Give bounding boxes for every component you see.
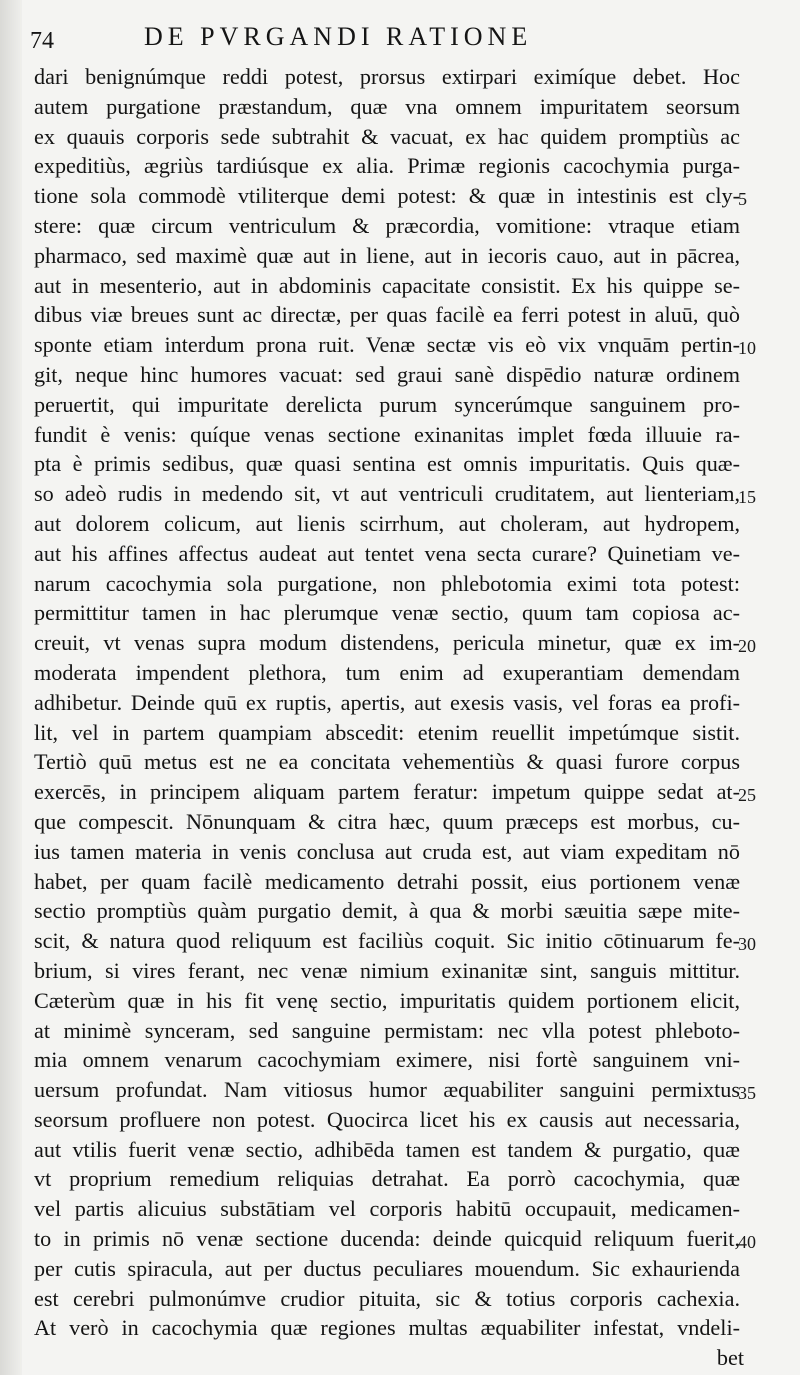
- line-number: 15: [738, 487, 756, 508]
- text-line: creuit, vt venas supra modum distendens, pericula minetur, quæ ex im-: [34, 630, 740, 656]
- page-gutter-shadow: [0, 0, 22, 1375]
- text-line: pharmaco, sed maximè quæ aut in liene, aut in iecoris cauo, aut in pācrea,: [34, 242, 740, 268]
- text-line: expeditiùs, ægriùs tardiúsque ex alia. Primæ regionis cacochymia purga-: [34, 153, 740, 179]
- text-line: Tertiò quū metus est ne ea concitata vehementiùs & quasi furore corpus: [34, 749, 740, 775]
- text-line: permittitur tamen in hac plerumque venæ sectio, quum tam copiosa ac-: [34, 600, 740, 626]
- text-line: seorsum profluere non potest. Quocirca licet his ex causis aut necessaria,: [34, 1106, 740, 1132]
- text-line: que compescit. Nōnunquam & citra hæc, quum præceps est morbus, cu-: [34, 808, 740, 834]
- text-line: Cæterùm quæ in his fit venę sectio, impuritatis quidem portionem elicit,: [34, 987, 740, 1013]
- text-line: sponte etiam interdum prona ruit. Venæ sectæ vis eò vix vnquām pertin-: [34, 332, 740, 358]
- text-line: narum cacochymia sola purgatione, non phlebotomia eximi tota potest:: [34, 570, 740, 596]
- text-line: pta è primis sedibus, quæ quasi sentina est omnis impuritatis. Quis quæ-: [34, 451, 740, 477]
- text-line: aut in mesenterio, aut in abdominis capacitate consistit. Ex his quippe se-: [34, 272, 740, 298]
- text-line: bet: [716, 1345, 744, 1371]
- body-text: [34, 62, 744, 1373]
- text-line: so adeò rudis in medendo sit, vt aut ventriculi cruditatem, aut lienteriam,: [34, 481, 740, 507]
- text-line: exercēs, in principem aliquam partem feratur: impetum quippe sedat at-: [34, 779, 740, 805]
- text-line: mia omnem venarum cacochymiam eximere, nisi fortè sanguinem vni-: [34, 1047, 740, 1073]
- line-number: 5: [738, 189, 747, 210]
- line-number: 10: [738, 338, 756, 359]
- text-line: stere: quæ circum ventriculum & præcordia, vomitione: vtraque etiam: [34, 212, 740, 238]
- text-line: At verò in cacochymia quæ regiones multas æquabiliter infestat, vndeli-: [34, 1315, 740, 1341]
- text-line: peruertit, qui impuritate derelicta purum syncerúmque sanguinem pro-: [34, 391, 740, 417]
- text-line: tione sola commodè vtiliterque demi potest: & quæ in intestinis est cly-: [34, 183, 740, 209]
- text-line: adhibetur. Deinde quū ex ruptis, apertis, aut exesis vasis, vel foras ea profi-: [34, 689, 740, 715]
- text-line: fundit è venis: quíque venas sectione exinanitas implet fœda illuuie ra-: [34, 421, 740, 447]
- text-line: aut his affines affectus audeat aut tentet vena secta curare? Quinetiam ve-: [34, 540, 740, 566]
- text-line: ius tamen materia in venis conclusa aut cruda est, aut viam expeditam nō: [34, 838, 740, 864]
- text-line: sectio promptiùs quàm purgatio demit, à qua & morbi sæuitia sæpe mite-: [34, 898, 740, 924]
- text-line: dari benignúmque reddi potest, prorsus extirpari eximíque debet. Hoc: [34, 64, 740, 89]
- text-line: lit, vel in partem quampiam abscedit: etenim reuellit impetúmque sistit.: [34, 719, 740, 745]
- text-line: to in primis nō venæ sectione ducenda: deinde quicquid reliquum fuerit,: [34, 1226, 740, 1252]
- running-head: [24, 18, 784, 58]
- text-line: brium, si vires ferant, nec venæ nimium exinanitæ sint, sanguis mittitur.: [34, 957, 740, 983]
- text-line: dibus viæ breues sunt ac directæ, per quas facilè ea ferri potest in aluū, quò: [34, 302, 740, 328]
- text-line: vel partis alicuius substātiam vel corporis habitū occupauit, medicamen-: [34, 1196, 740, 1222]
- line-number: 40: [738, 1232, 756, 1253]
- text-line: vt proprium remedium reliquias detrahat. Ea porrò cacochymia, quæ: [34, 1166, 740, 1192]
- line-number: 35: [738, 1083, 756, 1104]
- text-line: at minimè synceram, sed sanguine permistam: nec vlla potest phleboto-: [34, 1017, 740, 1043]
- text-line: per cutis spiracula, aut per ductus peculiares mouendum. Sic exhaurienda: [34, 1255, 740, 1281]
- text-line: moderata impendent plethora, tum enim ad exuperantiam demendam: [34, 659, 740, 685]
- line-number: 30: [738, 934, 756, 955]
- running-head-title: DE PVRGANDI RATIONE: [144, 22, 533, 51]
- text-line: autem purgatione præstandum, quæ vna omnem impuritatem seorsum: [34, 93, 740, 119]
- text-line: ex quauis corporis sede subtrahit & vacuat, ex hac quidem promptiùs ac: [34, 123, 740, 149]
- text-line: habet, per quam facilè medicamento detrahi possit, eius portionem venæ: [34, 868, 740, 894]
- text-line: est cerebri pulmonúmve crudior pituita, sic & totius corporis cachexia.: [34, 1285, 740, 1311]
- page-number: 74: [30, 28, 54, 54]
- line-number: 20: [738, 636, 756, 657]
- line-number: 25: [738, 785, 756, 806]
- text-line: aut dolorem colicum, aut lienis scirrhum, aut choleram, aut hydropem,: [34, 510, 740, 536]
- text-line: aut vtilis fuerit venæ sectio, adhibēda tamen est tandem & purgatio, quæ: [34, 1136, 740, 1162]
- text-line: uersum profundat. Nam vitiosus humor æquabiliter sanguini permixtus: [34, 1077, 740, 1103]
- text-line: scit, & natura quod reliquum est faciliùs coquit. Sic initio cōtinuarum fe-: [34, 928, 740, 954]
- text-line: git, neque hinc humores vacuat: sed graui sanè dispēdio naturæ ordinem: [34, 361, 740, 387]
